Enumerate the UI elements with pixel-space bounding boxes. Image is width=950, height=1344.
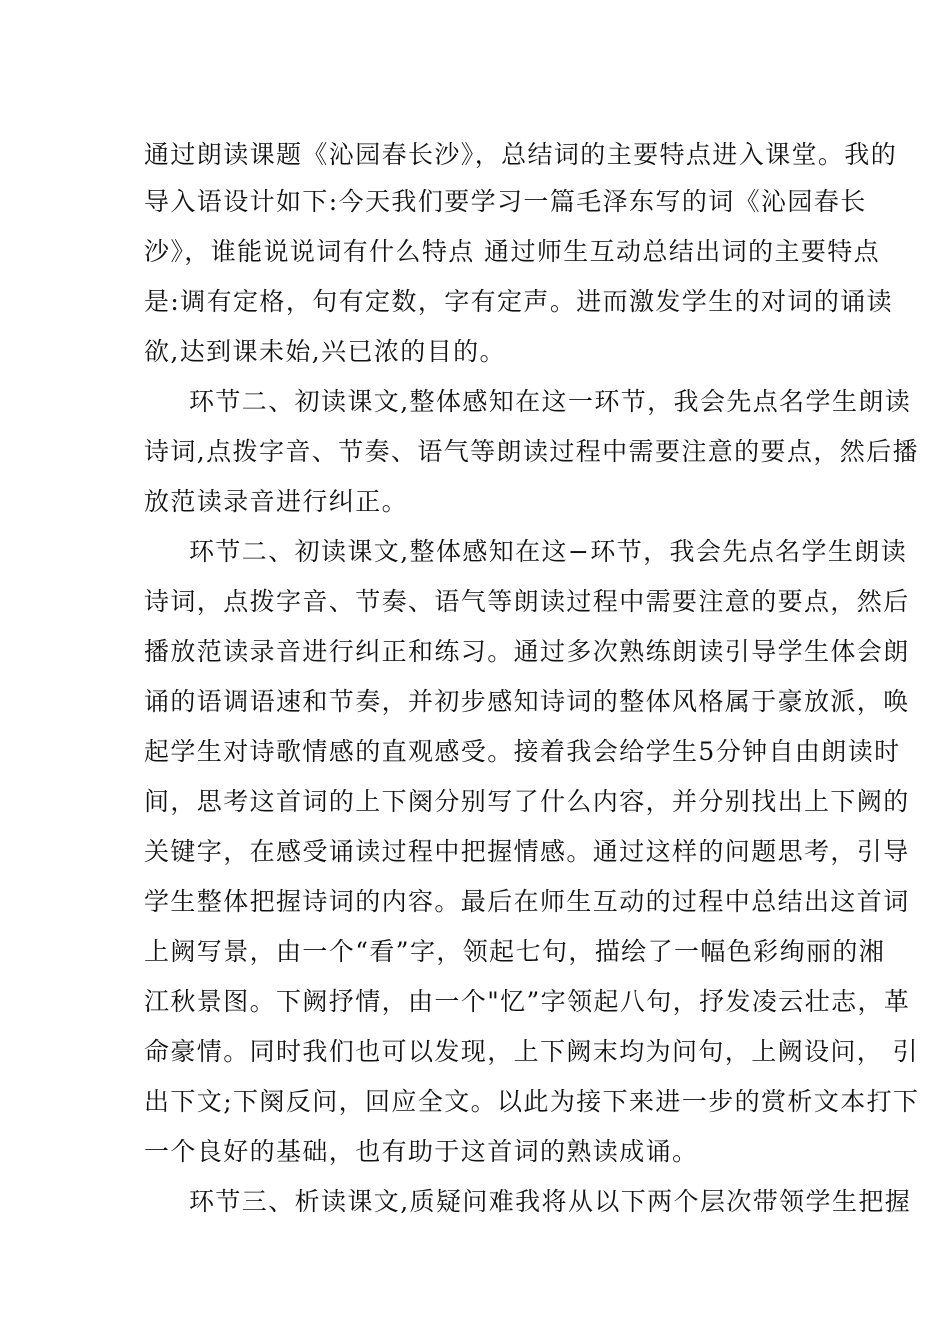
text-line: 是:调有定格，句有定数，字有定声。进而激发学生的对词的诵读 [144, 287, 894, 316]
text-line: 环节二、初读课文,整体感知在这−环节，我会先点名学生朗读 [189, 537, 908, 566]
text-line: 关键字，在感受诵读过程中把握情感。通过这样的问题思考，引导 [144, 837, 910, 866]
text-line: 通过朗读课题《沁园春长沙》，总结词的主要特点进入课堂。我的 [144, 140, 898, 169]
text-line: 上阙写景，由一个“看”字，领起七句，描绘了一幅色彩绚丽的湘 [144, 937, 886, 966]
text-line: 沙》，谁能说说词有什么特点 通过师生互动总结出词的主要特点 [144, 237, 881, 266]
text-line: 江秋景图。下阙抒情，由一个"忆”字领起八句，抒发凌云壮志，革 [144, 987, 911, 1016]
text-line: 一个良好的基础，也有助于这首词的熟读成诵。 [144, 1137, 699, 1166]
text-line: 间，思考这首词的上下阕分别写了什么内容，并分别找出上下阙的 [144, 787, 910, 816]
text-line: 诗词，点拨字音、节奏、语气等朗读过程中需要注意的要点，然后 [144, 587, 910, 616]
text-line: 起学生对诗歌情感的直观感受。接着我会给学生5分钟自由朗读时 [144, 737, 901, 766]
text-line: 导入语设计如下:今天我们要学习一篇毛泽东写的词《沁园春长 [144, 187, 867, 216]
text-line: 环节三、析读课文,质疑问难我将从以下两个层次带领学生把握 [189, 1187, 912, 1216]
text-line: 诵的语调语速和节奏，并初步感知诗词的整体风格属于豪放派，唤 [144, 687, 910, 716]
text-line: 出下文;下阕反问，回应全文。以此为接下来进一步的赏析文本打下 [144, 1087, 920, 1116]
text-line: 放范读录音进行纠正。 [144, 487, 409, 516]
text-line: 欲,达到课未始,兴已浓的目的。 [144, 337, 506, 366]
text-line: 环节二、初读课文,整体感知在这一环节，我会先点名学生朗读 [189, 387, 912, 416]
text-line: 学生整体把握诗词的内容。最后在师生互动的过程中总结出这首词 [144, 887, 910, 916]
text-line: 命豪情。同时我们也可以发现，上下阙末均为问句，上阙设问， 引 [144, 1037, 919, 1066]
text-line: 播放范读录音进行纠正和练习。通过多次熟练朗读引导学生体会朗 [144, 637, 910, 666]
text-line: 诗词,点拨字音、节奏、语气等朗读过程中需要注意的要点，然后播 [144, 437, 919, 466]
